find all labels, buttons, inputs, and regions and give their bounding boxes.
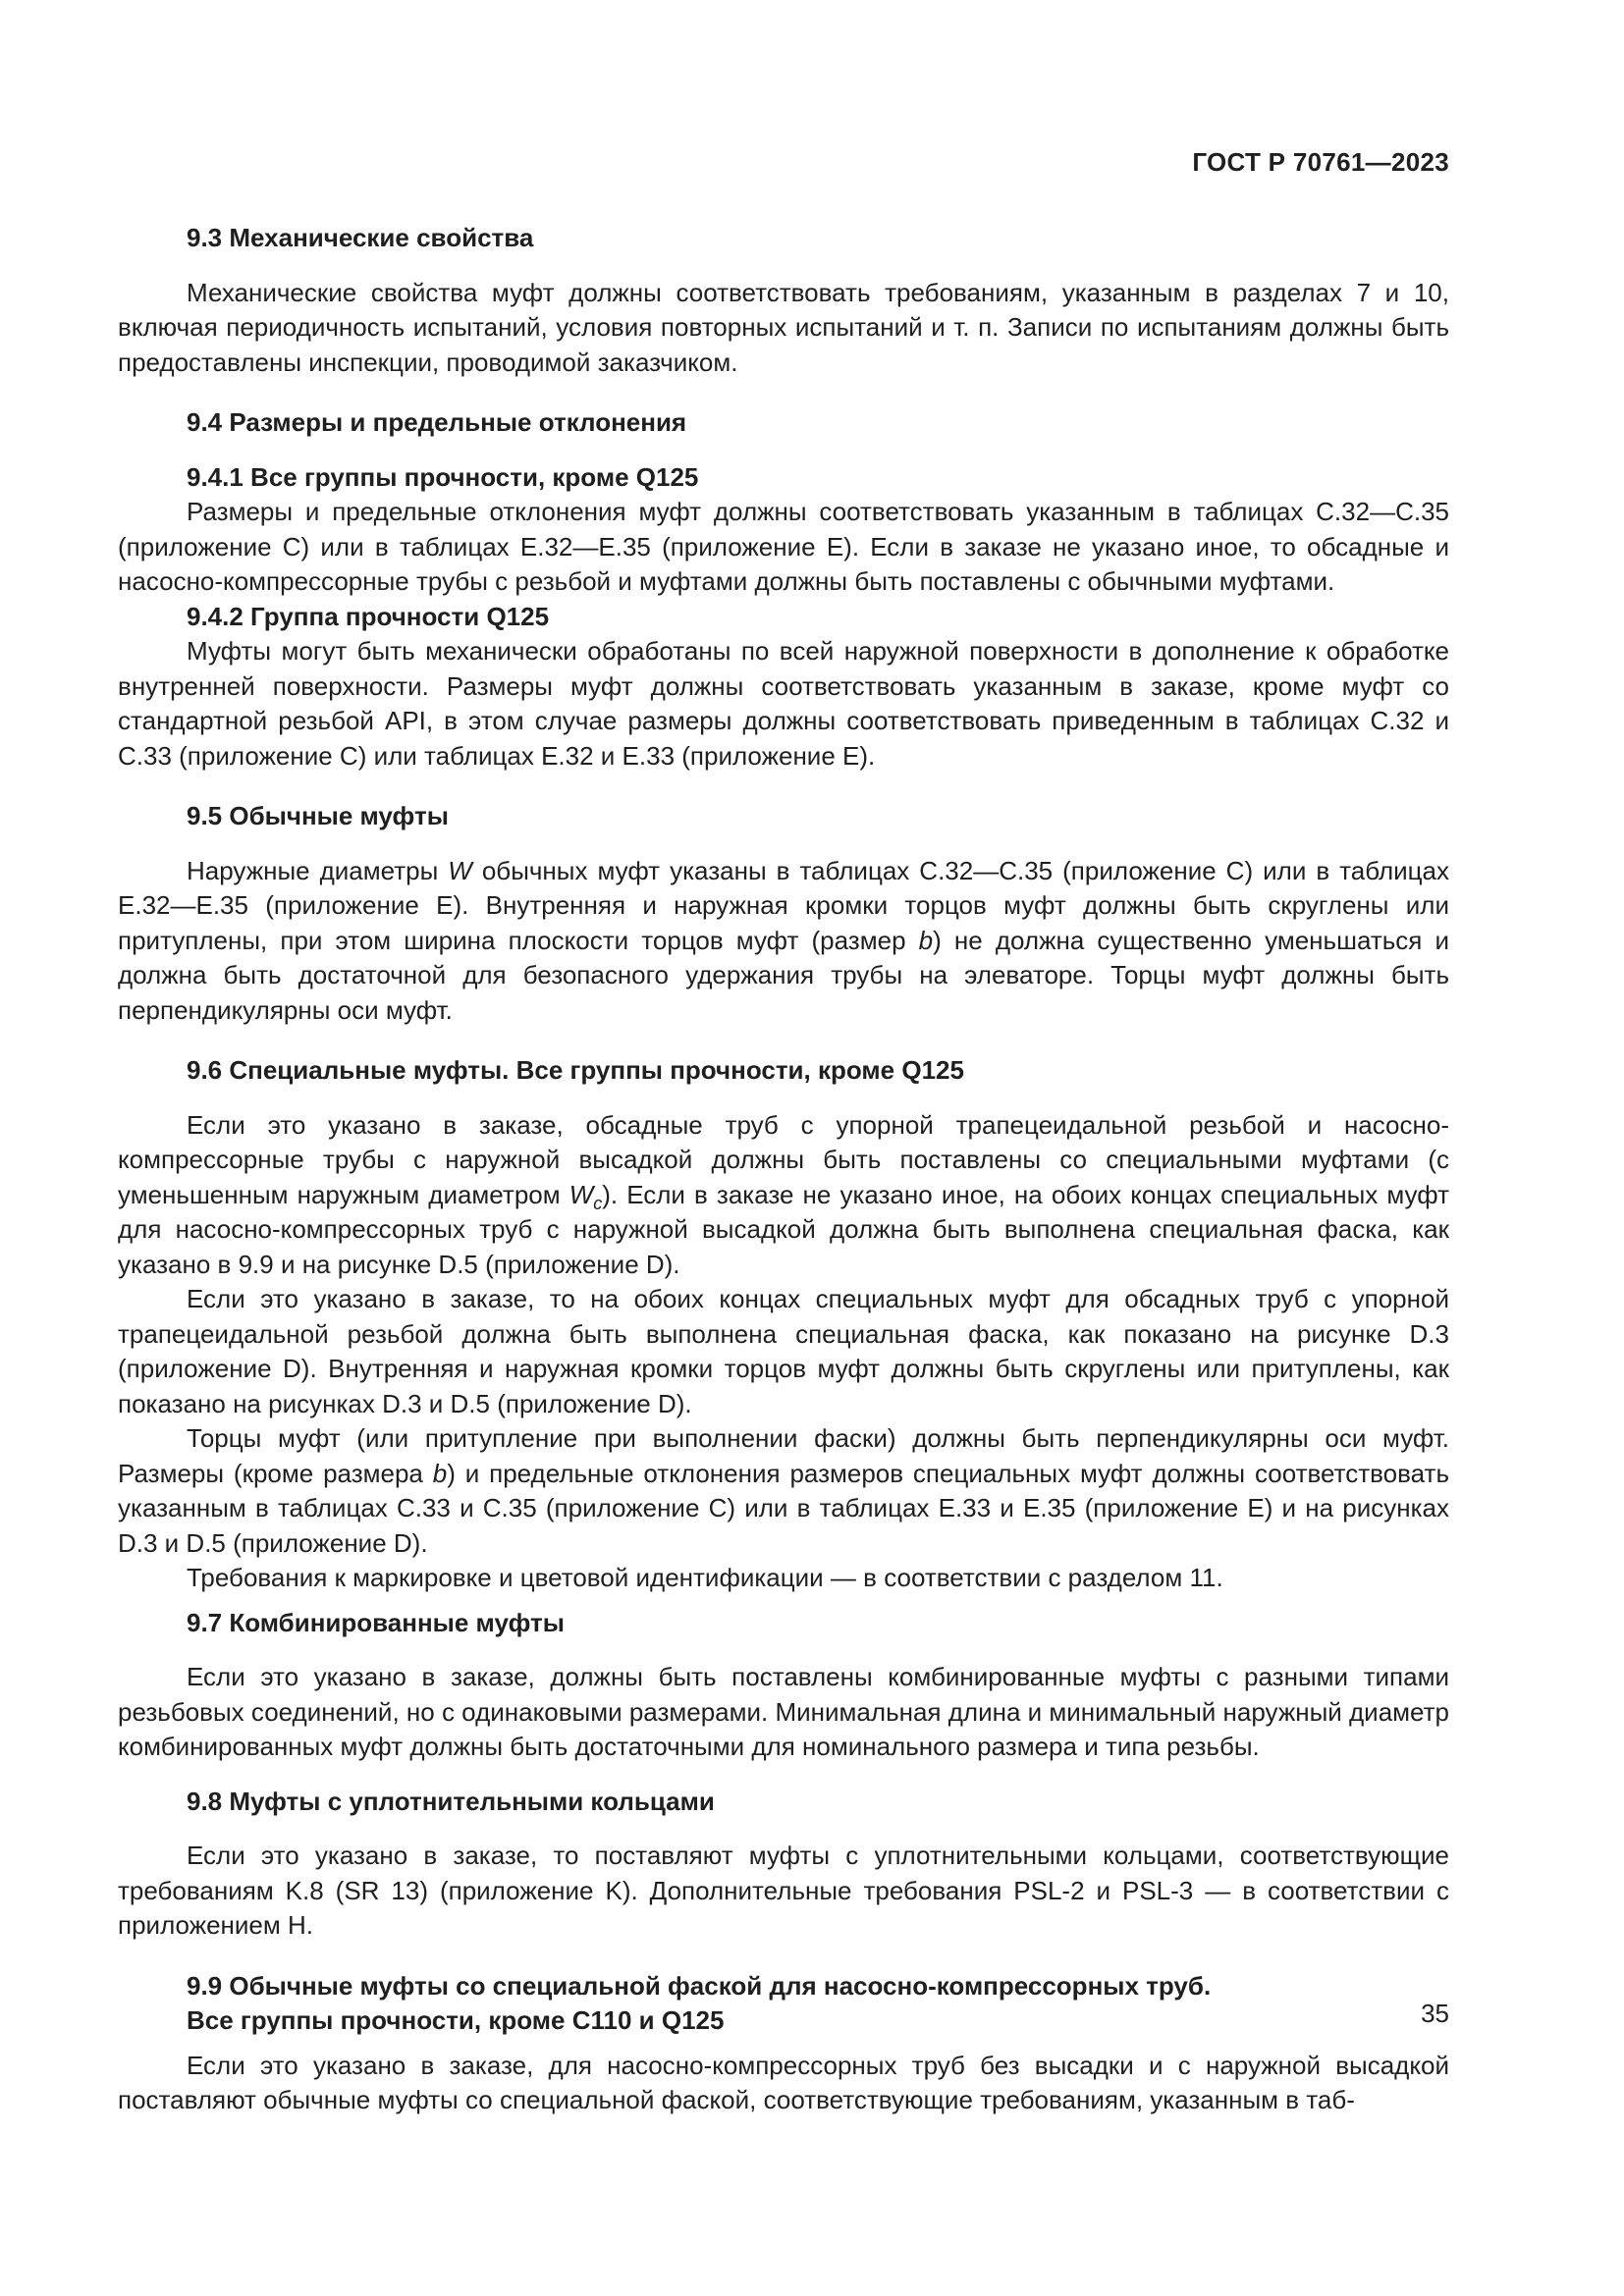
section-9-4-1-paragraph: Размеры и предельные отклонения муфт должны соответствовать указанным в таблицах C.32—C.35 (приложение C) или в таблицах E.32—E.35 (приложение E). Если в заказе не указано иное, то обсадные и насосно-компрессорные трубы с резьбой и муфтами должны быть поставлены с обычными муфтами. xyxy=(118,497,1449,596)
section-9-6-text-b: ). Если в заказе не указано иное, на обоих концах специальных муфт для насосно-компрессорных труб с наружной высадкой должна быть выполнена специальная фаска, как указано в 9.9 и на рисунке D.5 (приложение D). xyxy=(118,1179,1449,1279)
section-9-4-2-title: 9.4.2 Группа прочности Q125 xyxy=(187,601,550,631)
section-9-6-p3-text-a: Торцы муфт (или притупление при выполнении фаски) должны быть перпендикулярны оси муфт. Размеры (кроме размера xyxy=(118,1423,1449,1488)
section-9-4-1-title: 9.4.1 Все группы прочности, кроме Q125 xyxy=(187,461,699,492)
section-9-6-paragraph-4: Требования к маркировке и цветовой идентификации — в соответствии с разделом 11. xyxy=(187,1563,1223,1592)
section-9-6-paragraph-1 xyxy=(118,1108,1449,1283)
section-9-7-paragraph: Если это указано в заказе, должны быть поставлены комбинированные муфты с разными типами резьбовых соединений, но с одинаковыми размерами. Минимальная длина и минимальный наружный диаметр комбинированных муфт должны быть достаточными для номинального размера и типа резьбы. xyxy=(118,1662,1449,1761)
section-9-9-paragraph: Если это указано в заказе, для насосно-компрессорных труб без высадки и с наружной высадкой поставляют обычные муфты со специальной фаской, соответствующие требованиям, указанным в таб- xyxy=(118,2050,1449,2114)
section-9-9-title-line-2: Все группы прочности, кроме C110 и Q125 xyxy=(187,2005,725,2035)
section-9-3-title: 9.3 Механические свойства xyxy=(187,223,534,252)
section-9-7-title: 9.7 Комбинированные муфты xyxy=(187,1607,565,1637)
section-9-4-title: 9.4 Размеры и предельные отклонения xyxy=(187,407,687,437)
section-9-8-paragraph: Если это указано в заказе, то поставляют муфты с уплотнительными кольцами, соответствующие требованиям K.8 (SR 13) (приложение K). Дополнительные требования PSL-2 и PSL-3 — в соответствии с приложением H. xyxy=(118,1841,1449,1940)
section-9-6-text-a: Если это указано в заказе, обсадные труб с упорной трапецеидальной резьбой и насосно-компрессорные трубы с наружной высадкой должны быть поставлены со специальными муфтами (с уменьшенным наружным диаметром xyxy=(118,1109,1449,1209)
section-9-4-2-paragraph: Муфты могут быть механически обработаны по всей наружной поверхности в дополнение к обработке внутренней поверхности. Размеры муфт должны соответствовать указанным в заказе, кроме муфт со стандартной резьбой API, в этом случае размеры должны соответствовать приведенным в таблицах C.32 и C.33 (приложение C) или таблицах E.32 и E.33 (приложение E). xyxy=(118,636,1449,771)
section-9-8-title: 9.8 Муфты с уплотнительными кольцами xyxy=(187,1786,715,1816)
section-9-5-text-a: Наружные диаметры xyxy=(187,855,449,885)
variable-w: W xyxy=(448,855,472,885)
section-9-5-text-b: обычных муфт указаны в таблицах C.32—C.35 (приложение C) или в таблицах E.32—E.35 (приложение E). Внутренняя и наружная кромки торцов муфт должны быть скруглены или притуплены, при этом ширина плоскости торцов муфт (размер xyxy=(118,855,1450,955)
section-9-6-title: 9.6 Специальные муфты. Все группы прочности, кроме Q125 xyxy=(187,1055,964,1085)
variable-w: W xyxy=(568,1179,594,1209)
page-number: 35 xyxy=(1421,1999,1449,2028)
section-9-9-title-line-1: 9.9 Обычные муфты со специальной фаской для насосно-компрессорных труб. xyxy=(187,1970,1212,2001)
standard-code: ГОСТ Р 70761—2023 xyxy=(1192,147,1449,177)
variable-subscript-c: c xyxy=(593,1193,603,1213)
section-9-6-paragraph-2: Если это указано в заказе, то на обоих концах специальных муфт для обсадных труб с упорной трапецеидальной резьбой должна быть выполнена специальная фаска, как показано на рисунке D.3 (приложение D). Внутренняя и наружная кромки торцов муфт должны быть скруглены или притуплены, как показано на рисунках D.3 и D.5 (приложение D). xyxy=(118,1284,1449,1418)
variable-b: b xyxy=(918,925,934,955)
section-9-5-paragraph xyxy=(118,854,1449,1029)
section-9-5-title: 9.5 Обычные муфты xyxy=(187,801,449,830)
page-content xyxy=(118,221,1449,2118)
section-9-6-p3-text-b: ) и предельные отклонения размеров специальных муфт должны соответствовать указанным в таблицах C.33 и C.35 (приложение C) или в таблицах E.33 и E.35 (приложение E) и на рисунках D.3 и D.5 (приложение D). xyxy=(118,1458,1450,1558)
variable-b: b xyxy=(432,1458,448,1488)
section-9-5-text-c: ) не должна существенно уменьшаться и должна быть достаточной для безопасного удержания трубы на элеваторе. Торцы муфт должны быть перпендикулярны оси муфт. xyxy=(118,925,1450,1025)
section-9-3-paragraph: Механические свойства муфт должны соответствовать требованиям, указанным в разделах 7 и 10, включая периодичность испытаний, условия повторных испытаний и т. п. Записи по испытаниям должны быть предоставлены инспекции, проводимой заказчиком. xyxy=(118,277,1449,377)
section-9-6-paragraph-3 xyxy=(118,1421,1449,1561)
